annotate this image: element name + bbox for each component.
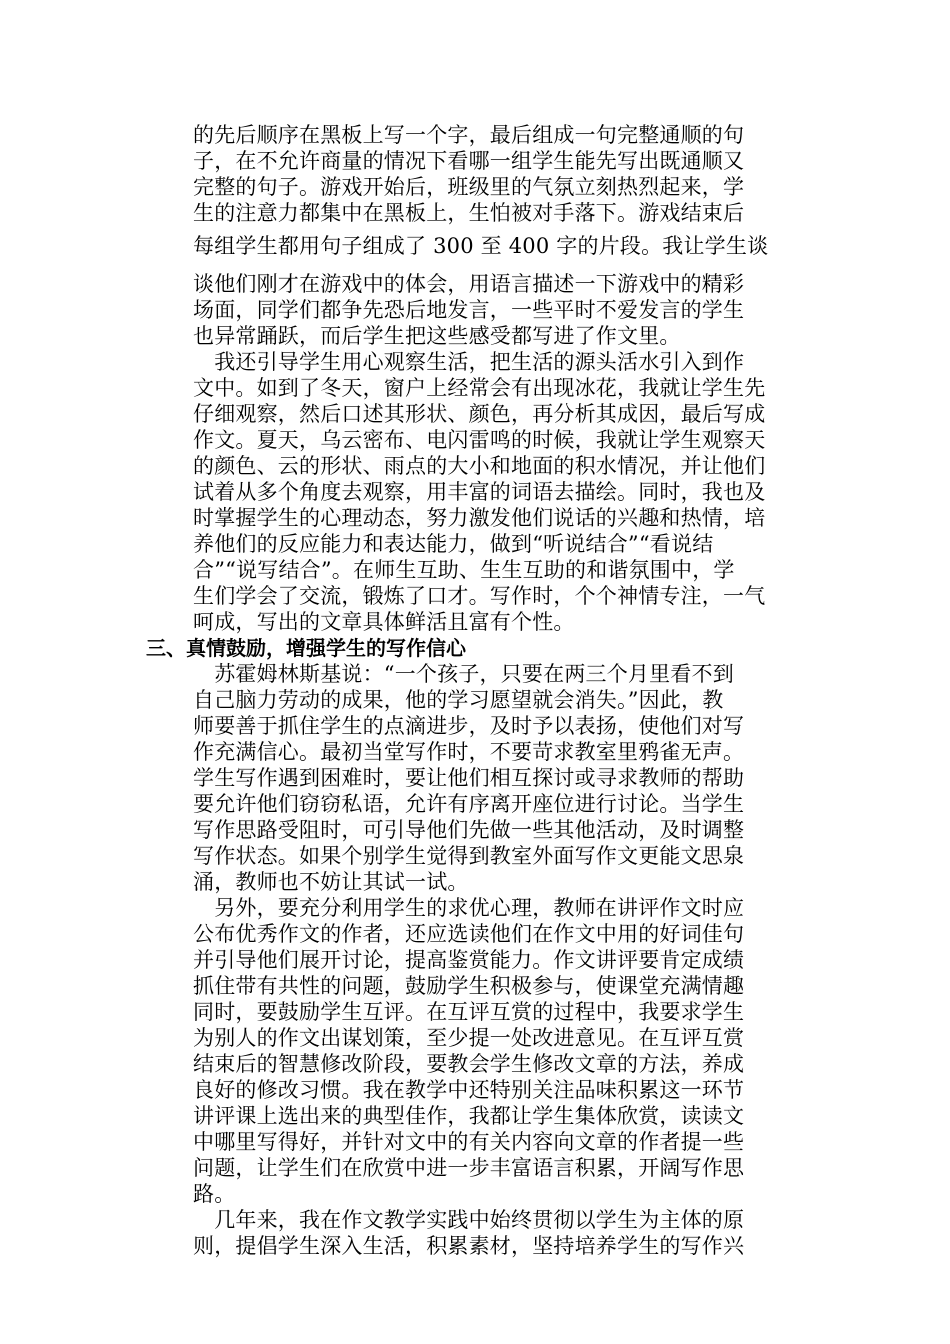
text-line: 写作思路受阻时，可引导他们先做一些其他活动，及时调整: [193, 818, 745, 842]
text-line: 结束后的智慧修改阶段，要教会学生修改文章的方法，养成: [193, 1052, 745, 1076]
text-line: 路。: [193, 1182, 236, 1206]
text-line: 场面，同学们都争先恐后地发言，一些平时不爱发言的学生: [193, 298, 745, 322]
text-line: 师要善于抓住学生的点滴进步，及时予以表扬，使他们对写: [193, 714, 745, 738]
text-line: 文中。如到了冬天，窗户上经常会有出现冰花，我就让学生先: [193, 376, 766, 400]
text-line: 试着从多个角度去观察，用丰富的词语去描绘。同时，我也及: [193, 480, 766, 504]
text-line: 苏霍姆林斯基说：“一个孩子，只要在两三个月里看不到: [193, 662, 734, 686]
text-line: 仔细观察，然后口述其形状、颜色，再分析其成因，最后写成: [193, 402, 766, 426]
text-line: 子，在不允许商量的情况下看哪一组学生能先写出既通顺又: [193, 149, 745, 173]
text-line: 学生写作遇到困难时，要让他们相互探讨或寻求教师的帮助: [193, 766, 745, 790]
text-line: 每组学生都用句子组成了 300 至 400 字的片段。我让学生谈: [193, 234, 769, 258]
text-line: 作文。夏天，乌云密布、电闪雷鸣的时候，我就让学生观察天: [193, 428, 766, 452]
text-line: 养他们的反应能力和表达能力，做到“听说结合”“看说结: [193, 532, 714, 556]
text-line: 生的注意力都集中在黑板上，生怕被对手落下。游戏结束后: [193, 201, 745, 225]
text-line: 时掌握学生的心理动态，努力激发他们说话的兴趣和热情，培: [193, 506, 766, 530]
text-line: 写作状态。如果个别学生觉得到教室外面写作文更能文思泉: [193, 844, 745, 868]
text-line: 要允许他们窃窃私语，允许有序离开座位进行讨论。当学生: [193, 792, 745, 816]
text-line: 生们学会了交流，锻炼了口才。写作时，个个神情专注，一气: [193, 584, 766, 608]
text-line: 的颜色、云的形状、雨点的大小和地面的积水情况，并让他们: [193, 454, 766, 478]
text-line: 问题，让学生们在欣赏中进一步丰富语言积累，开阔写作思: [193, 1156, 745, 1180]
text-line: 呵成，写出的文章具体鲜活且富有个性。: [193, 610, 575, 634]
text-line: 的先后顺序在黑板上写一个字，最后组成一句完整通顺的句: [193, 123, 745, 147]
text-line: 良好的修改习惯。我在教学中还特别关注品味积累这一环节: [193, 1078, 745, 1102]
text-line: 谈他们刚才在游戏中的体会，用语言描述一下游戏中的精彩: [193, 272, 745, 296]
text-line: 合”“说写结合”。在师生互助、生生互助的和谐氛围中，学: [193, 558, 735, 582]
text-line: 抓住带有共性的问题，鼓励学生积极参与，使课堂充满情趣: [193, 974, 745, 998]
section-heading: 三、真情鼓励，增强学生的写作信心: [146, 636, 466, 660]
text-line: 完整的句子。游戏开始后，班级里的气氛立刻热烈起来，学: [193, 175, 745, 199]
text-line: 也异常踊跃，而后学生把这些感受都写进了作文里。: [193, 324, 681, 348]
text-line: 讲评课上选出来的典型佳作，我都让学生集体欣赏，读读文: [193, 1104, 745, 1128]
text-line: 公布优秀作文的作者，还应选读他们在作文中用的好词佳句: [193, 922, 745, 946]
text-line: 另外，要充分利用学生的求优心理，教师在讲评作文时应: [193, 896, 745, 920]
text-line: 中哪里写得好，并针对文中的有关内容向文章的作者提一些: [193, 1130, 745, 1154]
text-line: 同时，要鼓励学生互评。在互评互赏的过程中，我要求学生: [193, 1000, 745, 1024]
text-line: 涌，教师也不妨让其试一试。: [193, 870, 469, 894]
text-line: 为别人的作文出谋划策，至少提一处改进意见。在互评互赏: [193, 1026, 745, 1050]
text-line: 自己脑力劳动的成果，他的学习愿望就会消失。”因此，教: [193, 688, 724, 712]
text-line: 几年来，我在作文教学实践中始终贯彻以学生为主体的原: [193, 1208, 745, 1232]
text-line: 我还引导学生用心观察生活，把生活的源头活水引入到作: [193, 350, 745, 374]
text-line: 作充满信心。最初当堂写作时，不要苛求教室里鸦雀无声。: [193, 740, 745, 764]
text-line: 则，提倡学生深入生活，积累素材，坚持培养学生的写作兴: [193, 1234, 745, 1258]
text-line: 并引导他们展开讨论，提高鉴赏能力。作文讲评要肯定成绩: [193, 948, 745, 972]
